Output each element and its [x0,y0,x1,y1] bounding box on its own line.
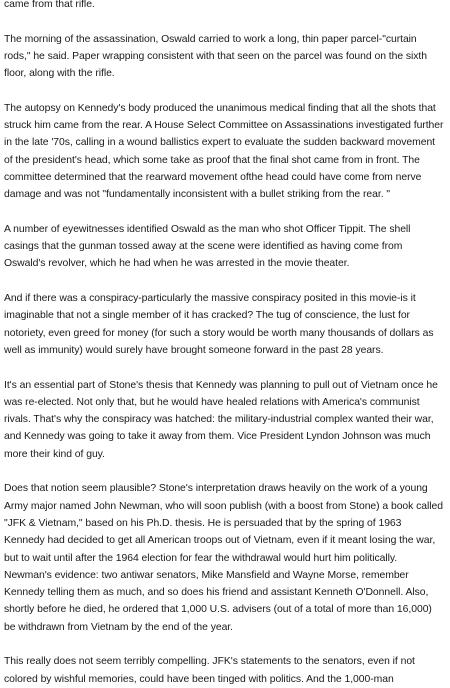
paragraph-autopsy: The autopsy on Kennedy's body produced the unanimous medical finding that all the shots that struck him came from the rear. A House Select Committee on Assassinations investigated further in the late '70s, calling in a wound ballistics expert to evaluate the sudden backward movement of the president's head, which some take as proof that the final shot came from in front. The committee determined that the rearward movement ofthe head could have come from nerve damage and was not "fundamentally inconsistent with a bullet striking from the rear. " [4,102,444,201]
paragraph-conspiracy: And if there was a conspiracy-particularly the massive conspiracy posited in this movie-is it imaginable that not a single member of it has cracked? The tug of conscience, the lust for notoriety, even greed for money (for such a story would be worth many thousands of dollars as well as immunity) would surely have brought someone forward in the past 28 years. [4,293,434,356]
paragraph-compelling: This really does not seem terribly compelling. JFK's statements to the senators, even if not colored by wishful memories, could have been tinged with politics. And the 1,000-man [4,656,415,685]
paragraph-rifle-end: came from that rifle. [4,0,95,10]
paragraph-tippit: A number of eyewitnesses identified Oswald as the man who shot Officer Tippit. The shell casings that the gunman tossed away at the scene were identified as having come from Oswald's revolver, which he had when he was arrested in the movie theater. [4,223,411,270]
paragraph-newman: Does that notion seem plausible? Stone's interpretation draws heavily on the work of a young Army major named John Newman, who will soon publish (with a boost from Stone) a book called "JFK & Vietnam," based on his Ph.D. thesis. He is persuaded that by the spring of 1963 Kennedy had decided to get all American troops out of Vietnam, even if it meant losing the war, but to wait until after the 1964 election for fear the withdrawal would hurt him politically. Newman's evidence: two antiwar senators, Mike Mansfield and Wayne Morse, remember Kennedy telling them as much, and so does his friend and assistant Kenneth O'Donnell. Also, shortly before he died, he ordered that 1,000 U.S. advisers (out of a total of more than 16,000) be withdrawn from Vietnam by the end of the year. [4,483,443,633]
paragraph-paper-parcel: The morning of the assassination, Oswald carried to work a long, thin paper parcel-"curtain rods," he said. Paper wrapping consistent with that seen on the parcel was found on the sixth floor, along with the rifle. [4,33,428,80]
paragraph-stone-thesis: It's an essential part of Stone's thesis that Kennedy was planning to pull out of Vietnam once he was re-elected. Not only that, but he would have healed relations with America's communist rivals. That's why the conspiracy was hatched: the military-industrial complex wanted their war, and Kennedy was going to take it away from them. Vice President Lyndon Johnson was much more their kind of guy. [4,379,438,460]
